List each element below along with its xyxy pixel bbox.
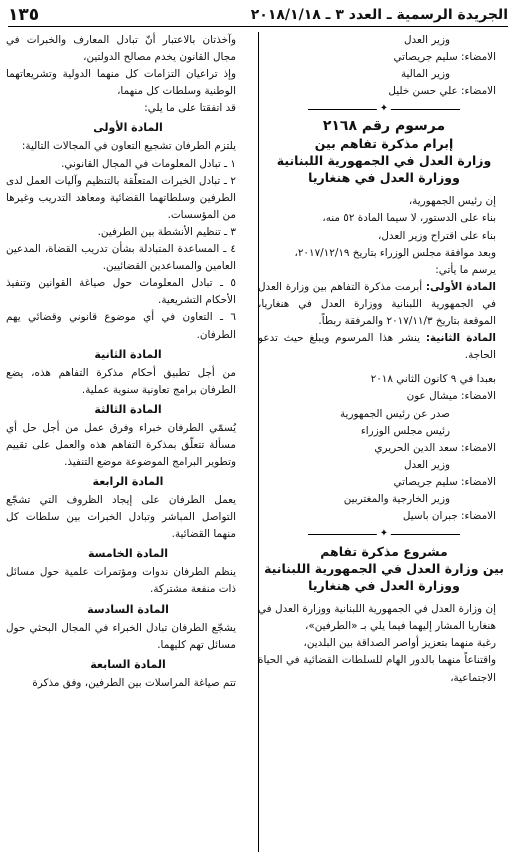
signature-title: وزير المالية [400,68,450,81]
article-heading: المادة الثالثة [94,402,162,416]
section-separator [258,102,510,116]
list-item: ٥ ـ تبادل المعلومات حول صياغة القوانين وتنفيذ الأحكام التشريعية. [6,277,236,307]
signature-title: صدر عن رئيس الجمهورية [339,407,450,420]
list-item: ٢ ـ تبادل الخبرات المتعلّقة بالتنظيم وآليات العمل لدى الطرفين وسلطاتهما القضائية ومعاهد التدريب وغيرها من المؤسسات. [6,174,236,221]
body-paragraph: رغبة منهما بتعزيز أواصر الصداقة بين البلدين، [303,637,496,650]
decree-subject: وزارة العدل في الجمهورية اللبنانية [276,153,492,169]
page-header [8,4,508,27]
article-heading: المادة الرابعة [92,475,164,489]
separator-ornament: ✦ [377,528,391,540]
body-paragraph: واقتناعاً منهما بالدور الهام للسلطات القضائية في الحياة الاجتماعية، [258,654,496,684]
right-column [258,32,510,852]
signature-title: وزير العدل [403,458,450,471]
body-paragraph: من أجل تطبيق أحكام مذكرة التفاهم هذه، يضع الطرفان برامج تعاونية سنوية عملية. [6,366,236,396]
project-title: مشروع مذكرة تفاهم [320,544,448,560]
signature-name: الامضاء: سليم جريصاتي [393,475,496,488]
decree-subject: ووزارة العدل في هنغاريا [308,170,460,186]
project-subject: بين وزارة العدل في الجمهورية اللبنانية [264,561,504,577]
body-paragraph: ينظم الطرفان ندوات ومؤتمرات علمية حول مسائل ذات منفعة مشتركة. [6,566,236,596]
signature-name: الامضاء: سعد الدين الحريري [374,441,496,454]
article-text: ينشر هذا المرسوم ويبلغ حيث تدعو الحاجة. [258,332,496,362]
body-paragraph: إن وزارة العدل في الجمهورية اللبنانية ووزارة العدل في هنغاريا المشار إليهما فيما يلي بـ «الطرفين»، [258,603,496,633]
article-heading: المادة الخامسة [87,547,168,561]
preamble-line: بناء على الدستور، لا سيما المادة ٥٢ منه، [322,212,496,225]
preamble-line: بناء على اقتراح وزير العدل، [378,229,496,242]
left-column [6,32,250,852]
body-paragraph: يُسمّي الطرفان خبراء وفرق عمل من أجل حل أي مسألة تتعلّق بمذكرة التفاهم هذه والعمل على تقييم وتطوير البرامج الموضوعة موضع التنفيذ. [6,421,236,468]
separator-ornament: ✦ [377,103,391,115]
preamble-line: إن رئيس الجمهورية، [408,195,496,208]
list-item: ٣ ـ تنظيم الأنشطة بين الطرفين. [97,225,236,238]
list-item: ٦ ـ التعاون في أي موضوع قانوني وقضائي يهم الطرفان. [6,311,236,341]
body-paragraph: يعمل الطرفان على إيجاد الظروف التي تشجّع التواصل المباشر وتبادل الخبرات بين سلطات كل منهما القضائية. [6,494,236,541]
article-lead: المادة الأولى: [425,280,496,293]
article-heading: المادة السادسة [87,602,169,616]
signature-title: وزير العدل [403,34,450,46]
article-heading: المادة السابعة [90,657,166,671]
gazette-title: الجريدة الرسمية ـ العدد ٣ ـ ٢٠١٨/١/١٨ [250,7,508,23]
signature-name: الامضاء: جبران باسيل [402,510,496,523]
signature-title: رئيس مجلس الوزراء [360,424,450,437]
decree-article-1 [258,279,510,330]
signature-name: الامضاء: سليم جريصاتي [393,51,496,64]
decree-title: مرسوم رقم ٢١٦٨ [322,118,446,135]
preamble-line: يرسم ما يأتي: [435,263,496,276]
decree-date: بعبدا في ٩ كانون الثاني ٢٠١٨ [370,373,496,386]
body-paragraph: يلتزم الطرفان تشجيع التعاون في المجالات التالية: [21,140,236,153]
article-lead: المادة الثانية: [425,332,496,345]
body-paragraph: وإذ تراعيان التزامات كل منهما الدولية وتشريعاتهما الوطنية وسلطات كل منهما، [6,68,236,98]
article-heading: المادة الثانية [94,347,162,361]
body-paragraph: وآخذتان بالاعتبار أنّ تبادل المعارف والخبرات في مجال القانون يخدم مصالح الدولتين، [6,34,236,64]
list-item: ٤ ـ المساعدة المتبادلة بشأن تدريب القضاة، المدعين العامين والمساعدين القضائيين. [6,243,236,273]
section-separator [258,527,510,541]
preamble-line: وبعد موافقة مجلس الوزراء بتاريخ ٢٠١٧/١٢/١٩، [294,246,496,259]
page-number: ١٣٥ [8,5,40,25]
article-text: أبرمت مذكرة التفاهم بين وزارة العدل في الجمهورية اللبنانية ووزارة العدل في هنغاريا، الموقعة بتاريخ ٢٠١٧/١١/٣ والمرفقة ربطاً. [258,280,496,328]
decree-article-2 [258,330,510,364]
article-heading: المادة الأولى [93,121,163,135]
decree-subject: إبرام مذكرة تفاهم بين [314,136,454,152]
signature-name: الامضاء: علي حسن خليل [388,85,496,98]
list-item: ١ ـ تبادل المعلومات في المجال القانوني. [61,157,236,170]
signature-name: الامضاء: ميشال عون [406,390,496,403]
body-paragraph: يشجّع الطرفان تبادل الخبراء في المجال البحثي حول مسائل تهم كليهما. [6,621,236,651]
body-paragraph: تتم صياغة المراسلات بين الطرفين، وفق مذكرة [32,676,236,689]
body-paragraph: قد اتفقتا على ما يلي: [144,102,236,115]
signature-title: وزير الخارجية والمغتربين [343,492,450,505]
project-subject: ووزارة العدل في هنغاريا [308,578,460,594]
